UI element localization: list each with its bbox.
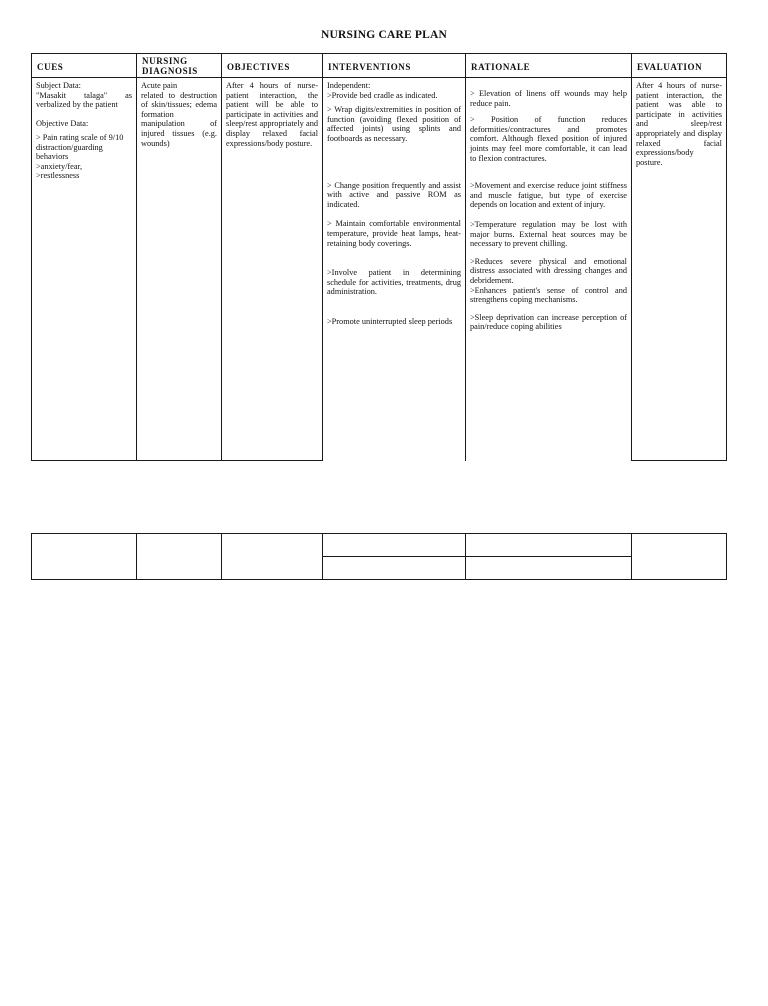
interventions-cell — [323, 79, 465, 329]
header-cues-label: CUES — [37, 62, 64, 72]
diagnosis-cell — [137, 79, 221, 150]
empty-table-col-4 — [465, 533, 466, 580]
header-objectives — [222, 58, 322, 76]
header-nursing-diagnosis — [137, 52, 221, 80]
empty-table-border-right — [726, 533, 727, 580]
empty-table-border-left — [31, 533, 32, 580]
rationale-item: >Movement and exercise reduce joint stiffness and muscle fatigue, but type of exercise depends on location and extent of injury. — [470, 181, 627, 210]
cue-item: distraction/guarding behaviors — [36, 142, 103, 162]
table-border-bottom-right — [631, 460, 727, 461]
subject-data-label: Subject Data: — [36, 81, 81, 90]
intervention-item: > Change position frequently and assist with active and passive ROM as indicated. — [327, 180, 461, 209]
header-interventions — [323, 58, 465, 76]
header-diagnosis-line1: NURSING — [142, 56, 188, 66]
header-evaluation-label: EVALUATION — [637, 62, 703, 72]
header-rationale — [466, 58, 631, 76]
objectives-cell — [222, 79, 322, 150]
empty-table-row-divider — [322, 556, 631, 557]
objective-data-label: Objective Data: — [36, 119, 89, 129]
header-rationale-label: RATIONALE — [471, 62, 531, 72]
cues-cell — [32, 79, 136, 183]
evaluation-text: After 4 hours of nurse-patient interaction, the patient was able to participate in activities and sleep/rest appropriately and display relaxed facial expressions/body posture. — [636, 81, 722, 167]
empty-table-col-1 — [136, 533, 137, 580]
page-title: NURSING CARE PLAN — [320, 29, 448, 41]
intervention-item: >Promote uninterrupted sleep periods — [327, 316, 453, 326]
cue-item: > Pain rating scale of 9/10 — [36, 132, 124, 142]
rationale-item: > Position of function reduces deformities/contractures and promotes comfort. Although flexed position of injured joints may feel more comfortable, it can lead to flexion contractures. — [470, 115, 627, 163]
rationale-item: >Sleep deprivation can increase perception of pain/reduce coping abilities — [470, 312, 627, 332]
header-diagnosis-line2: DIAGNOSIS — [142, 66, 198, 76]
rationale-cell — [466, 87, 631, 334]
intervention-item: >Provide bed cradle as indicated. — [327, 90, 438, 100]
subject-data-text: "Masakit talaga" as verbalized by the patient — [36, 90, 132, 110]
table-border-right — [726, 53, 727, 461]
header-objectives-label: OBJECTIVES — [227, 62, 291, 72]
intervention-item: >Involve patient in determining schedule for activities, treatments, drug administration. — [327, 268, 461, 297]
empty-table-col-2 — [221, 533, 222, 580]
cue-item: >restlessness — [36, 171, 80, 181]
interventions-heading: Independent: — [327, 81, 371, 90]
diagnosis-text: related to destruction of skin/tissues; edema formation manipulation of injured tissues (e.g. wounds) — [141, 90, 217, 148]
header-cues — [32, 58, 136, 76]
empty-table-col-3 — [322, 533, 323, 580]
intervention-item: > Maintain comfortable environmental temperature, provide heat lamps, heat-retaining body coverings. — [327, 219, 461, 248]
objectives-text: After 4 hours of nurse-patient interaction, the patient will be able to participate in activities and sleep/rest appropriately and display relaxed facial expressions/body posture. — [226, 81, 318, 148]
rationale-item: >Enhances patient's sense of control and strengthens coping mechanisms. — [470, 285, 627, 305]
table-border-bottom-left — [31, 460, 322, 461]
cue-item: >anxiety/fear, — [36, 161, 83, 171]
evaluation-cell — [632, 79, 726, 169]
rationale-item: > Elevation of linens off wounds may help reduce pain. — [470, 89, 627, 108]
rationale-item: >Reduces severe physical and emotional distress associated with dressing changes and debridement. — [470, 256, 627, 285]
intervention-item: > Wrap digits/extremities in position of function (avoiding flexed position of affected joints) using splints and footboards as necessary. — [327, 105, 461, 143]
empty-table-col-5 — [631, 533, 632, 580]
header-evaluation — [632, 58, 726, 76]
diagnosis-first-line: Acute pain — [141, 81, 178, 90]
rationale-item: >Temperature regulation may be lost with major burns. External heat sources may be necessary to prevent chilling. — [470, 219, 627, 249]
header-interventions-label: INTERVENTIONS — [328, 62, 412, 72]
